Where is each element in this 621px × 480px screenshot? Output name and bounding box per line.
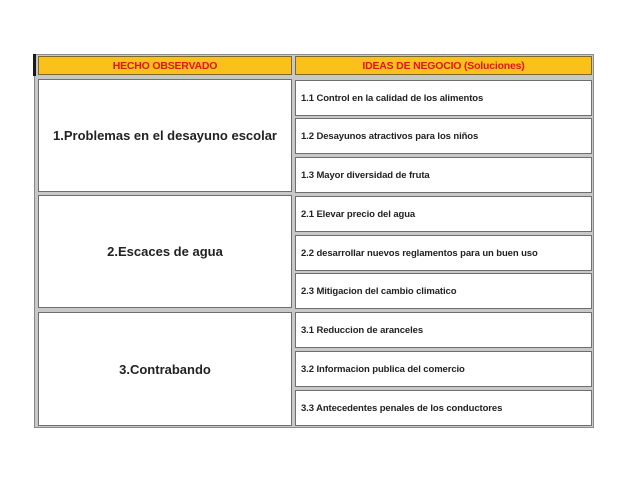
- header-left-edge: [33, 54, 36, 76]
- solution-cell-2-2: 2.2 desarrollar nuevos reglamentos para un buen uso: [295, 235, 592, 271]
- solution-cell-2-1: 2.1 Elevar precio del agua: [295, 196, 592, 232]
- solution-cell-1-2: 1.2 Desayunos atractivos para los niños: [295, 118, 592, 154]
- solution-cell-3-3: 3.3 Antecedentes penales de los conductores: [295, 390, 592, 426]
- solution-cell-2-3: 2.3 Mitigacion del cambio climatico: [295, 273, 592, 309]
- solution-cell-3-1: 3.1 Reduccion de aranceles: [295, 312, 592, 348]
- solution-cell-3-2: 3.2 Informacion publica del comercio: [295, 351, 592, 387]
- solution-cell-1-3: 1.3 Mayor diversidad de fruta: [295, 157, 592, 193]
- header-business-ideas: IDEAS DE NEGOCIO (Soluciones): [295, 56, 592, 75]
- solution-cell-1-1: 1.1 Control en la calidad de los alimentos: [295, 80, 592, 116]
- problem-cell-1: 1.Problemas en el desayuno escolar: [38, 79, 292, 192]
- problem-cell-2: 2.Escaces de agua: [38, 195, 292, 308]
- header-observed-fact: HECHO OBSERVADO: [38, 56, 292, 75]
- problem-cell-3: 3.Contrabando: [38, 312, 292, 426]
